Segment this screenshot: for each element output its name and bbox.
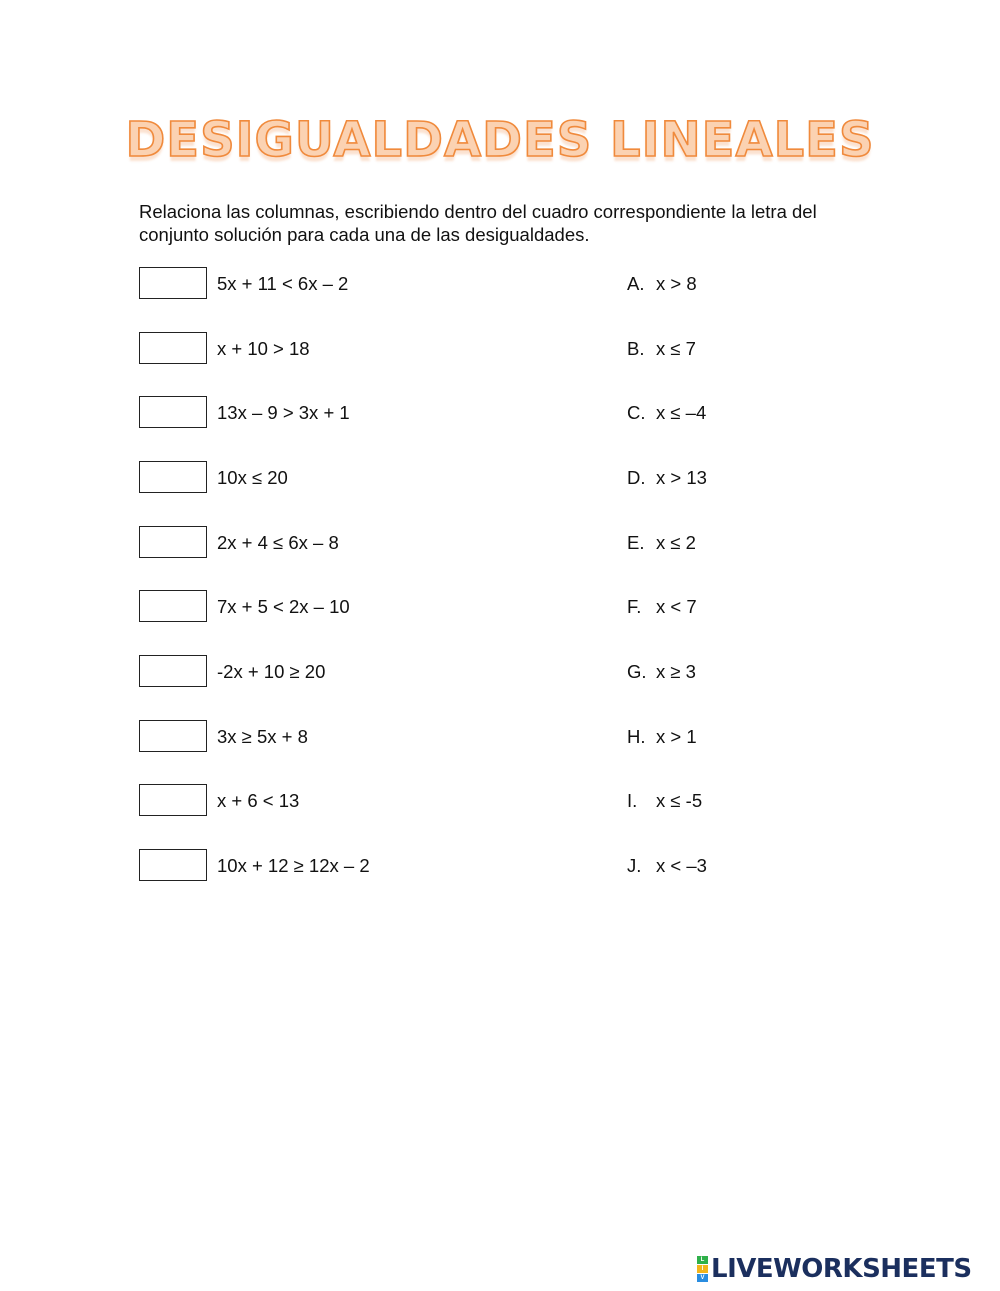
answer-box[interactable] [139, 720, 207, 752]
answer-box[interactable] [139, 590, 207, 622]
inequality: 7x + 5 < 2x – 10 [217, 596, 350, 617]
logo-block: V [697, 1274, 708, 1282]
liveworksheets-logo [697, 1254, 972, 1284]
inequality: 10x ≤ 20 [217, 467, 288, 488]
inequality: x + 10 > 18 [217, 338, 310, 359]
logo-text: LIVEWORKSHEETS [711, 1254, 972, 1284]
exercise-row [0, 655, 1000, 689]
inequality: 10x + 12 ≥ 12x – 2 [217, 855, 370, 876]
option-solution: x ≤ 7 [656, 338, 696, 359]
answer-box[interactable] [139, 267, 207, 299]
inequality: x + 6 < 13 [217, 790, 300, 811]
exercise-row [0, 784, 1000, 818]
inequality: 2x + 4 ≤ 6x – 8 [217, 532, 339, 553]
option-solution: x > 13 [656, 467, 707, 488]
option-letter: F. [627, 596, 642, 617]
exercise-row [0, 590, 1000, 624]
option-letter: B. [627, 338, 645, 359]
option-letter: C. [627, 402, 646, 423]
inequality: -2x + 10 ≥ 20 [217, 661, 326, 682]
inequality: 13x – 9 > 3x + 1 [217, 402, 350, 423]
answer-box[interactable] [139, 784, 207, 816]
option-letter: G. [627, 661, 647, 682]
option-solution: x ≤ –4 [656, 402, 707, 423]
answer-box[interactable] [139, 849, 207, 881]
answer-box[interactable] [139, 655, 207, 687]
exercise-row [0, 461, 1000, 495]
inequality: 5x + 11 < 6x – 2 [217, 273, 349, 294]
logo-block: L [697, 1256, 708, 1264]
exercise-row [0, 526, 1000, 560]
exercise-row [0, 720, 1000, 754]
worksheet-title: DESIGUALDADES LINEALES [125, 112, 875, 168]
option-solution: x > 8 [656, 273, 697, 294]
answer-box[interactable] [139, 526, 207, 558]
option-solution: x < –3 [656, 855, 707, 876]
option-letter: D. [627, 467, 646, 488]
option-solution: x < 7 [656, 596, 697, 617]
instructions-text: Relaciona las columnas, escribiendo dentro del cuadro correspondiente la letra del conjunto solución para cada una de las desigualdades. [139, 201, 817, 245]
answer-box[interactable] [139, 396, 207, 428]
option-solution: x ≤ 2 [656, 532, 696, 553]
exercise-row [0, 332, 1000, 366]
option-letter: A. [627, 273, 645, 294]
option-solution: x > 1 [656, 726, 697, 747]
option-solution: x ≤ -5 [656, 790, 703, 811]
inequality: 3x ≥ 5x + 8 [217, 726, 308, 747]
exercise-row [0, 267, 1000, 301]
option-letter: I. [627, 790, 638, 811]
option-letter: E. [627, 532, 645, 553]
option-solution: x ≥ 3 [656, 661, 696, 682]
answer-box[interactable] [139, 332, 207, 364]
exercise-row [0, 849, 1000, 883]
logo-blocks-icon [697, 1256, 708, 1282]
option-letter: H. [627, 726, 646, 747]
exercise-row [0, 396, 1000, 430]
option-letter: J. [627, 855, 642, 876]
answer-box[interactable] [139, 461, 207, 493]
logo-block: I [697, 1265, 708, 1273]
